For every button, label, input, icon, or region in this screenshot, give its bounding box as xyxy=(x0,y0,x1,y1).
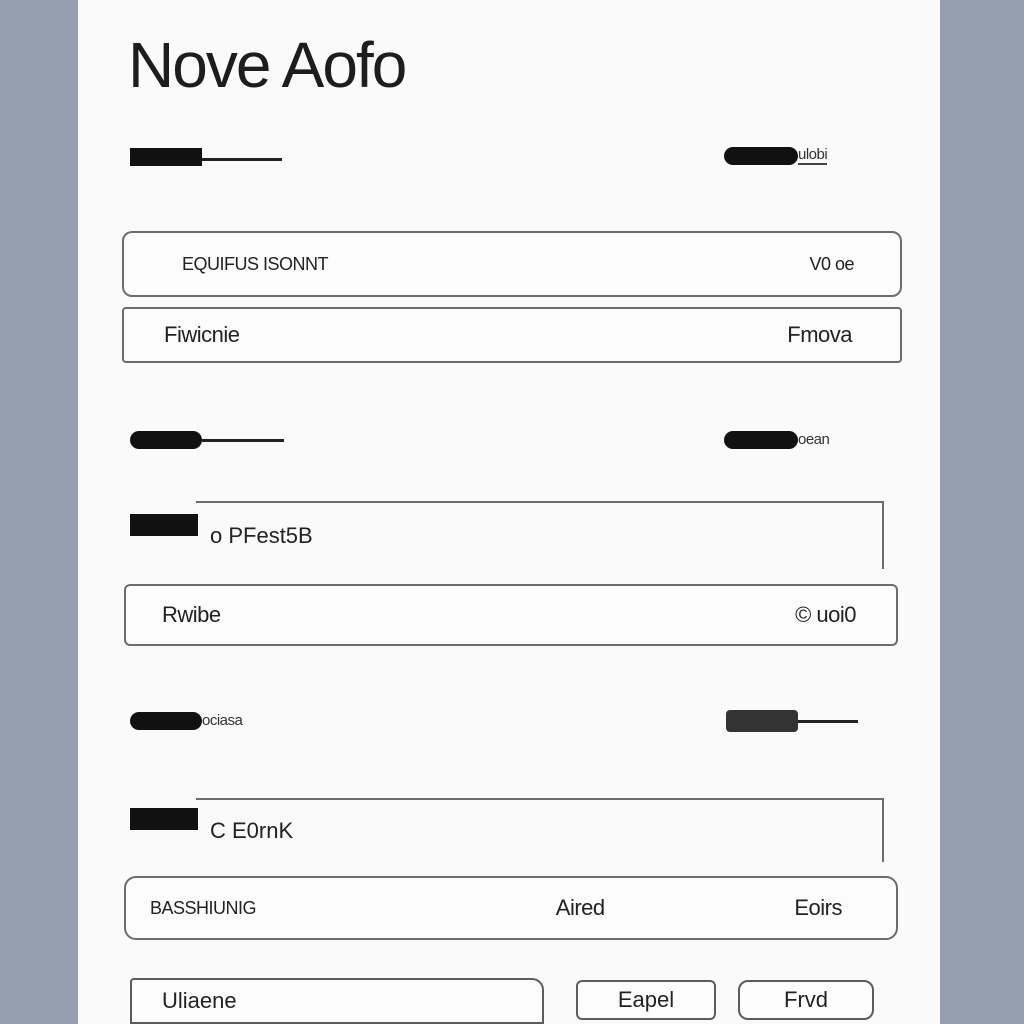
footer-button-2[interactable] xyxy=(738,980,874,1020)
row-2-field[interactable] xyxy=(122,307,902,363)
input-2-field[interactable] xyxy=(196,798,884,862)
input-1-field[interactable] xyxy=(196,501,884,569)
section-1-right-label xyxy=(724,145,827,167)
section-3-left-text: ociasa xyxy=(202,711,243,729)
footer-field-value: Uliaene xyxy=(162,988,237,1013)
row-2-right-text: Fmova xyxy=(787,322,852,347)
label-block xyxy=(130,712,202,730)
section-3-left-label xyxy=(130,710,242,732)
label-block xyxy=(130,514,198,536)
row-4-field[interactable] xyxy=(124,876,898,940)
footer-button-2-label: Frvd xyxy=(784,987,828,1012)
label-line xyxy=(798,720,858,723)
label-block xyxy=(130,431,202,449)
label-block xyxy=(130,148,202,166)
footer-button-1-label: Eapel xyxy=(617,987,675,1012)
row-4-right-text: Eoirs xyxy=(794,895,842,920)
section-2-right-label xyxy=(724,429,829,451)
page-title: Nove Aofo xyxy=(128,29,406,101)
footer-field[interactable] xyxy=(130,978,544,1024)
label-block xyxy=(726,710,798,732)
row-1-field[interactable] xyxy=(122,231,902,297)
input-2-label xyxy=(130,808,198,830)
label-line xyxy=(202,439,284,442)
section-3-right-label xyxy=(726,710,858,732)
row-3-field[interactable] xyxy=(124,584,898,646)
row-3-right-text: © uoi0 xyxy=(795,602,856,627)
section-2-left-label xyxy=(130,429,284,451)
label-block xyxy=(724,431,798,449)
label-line xyxy=(202,158,282,161)
row-1-right-text: V0 oe xyxy=(809,253,854,274)
section-2-right-text: oean xyxy=(798,430,830,448)
row-4-left-text: BASSHIUNIG xyxy=(150,897,257,918)
label-block xyxy=(130,808,198,830)
row-1-left-text: EQUIFUS ISONNT xyxy=(182,253,329,274)
label-block xyxy=(724,147,798,165)
input-1-value: o PFest5B xyxy=(210,523,313,548)
row-3-left-text: Rwibe xyxy=(162,602,221,627)
section-1-left-label xyxy=(130,146,282,168)
footer-button-1[interactable] xyxy=(576,980,716,1020)
input-1-label xyxy=(130,514,198,536)
row-2-left-text: Fiwicnie xyxy=(164,322,240,347)
input-2-value: C E0rnK xyxy=(210,818,294,843)
section-1-right-text: ulobi xyxy=(798,145,828,163)
row-4-middle-text: Aired xyxy=(555,895,605,920)
